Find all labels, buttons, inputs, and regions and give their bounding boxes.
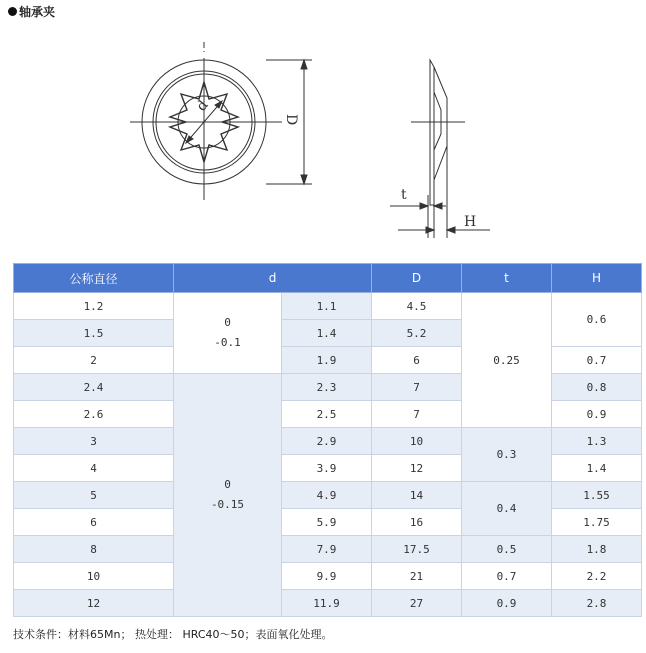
table-row bbox=[14, 482, 642, 509]
D-cell: 10 bbox=[372, 428, 462, 455]
nominal-cell: 4 bbox=[14, 455, 174, 482]
d-cell: 2.3 bbox=[282, 374, 372, 401]
header-t: t bbox=[462, 264, 552, 293]
D-cell: 7 bbox=[372, 374, 462, 401]
d-cell: 4.9 bbox=[282, 482, 372, 509]
label-D: D bbox=[283, 114, 299, 126]
t-cell: 0.5 bbox=[462, 536, 552, 563]
nominal-cell: 8 bbox=[14, 536, 174, 563]
D-cell: 16 bbox=[372, 509, 462, 536]
D-cell: 21 bbox=[372, 563, 462, 590]
nominal-cell: 10 bbox=[14, 563, 174, 590]
nominal-cell: 5 bbox=[14, 482, 174, 509]
table-row bbox=[14, 536, 642, 563]
nominal-cell: 3 bbox=[14, 428, 174, 455]
D-cell: 12 bbox=[372, 455, 462, 482]
H-cell: 1.4 bbox=[552, 455, 642, 482]
section-title-text: 轴承夹 bbox=[19, 5, 56, 19]
nominal-cell: 12 bbox=[14, 590, 174, 617]
H-cell: 0.7 bbox=[552, 347, 642, 374]
D-cell: 6 bbox=[372, 347, 462, 374]
nominal-cell: 1.5 bbox=[14, 320, 174, 347]
table-row bbox=[14, 563, 642, 590]
tolerance-upper: 0 bbox=[224, 316, 231, 329]
H-cell: 1.3 bbox=[552, 428, 642, 455]
H-cell: 1.75 bbox=[552, 509, 642, 536]
table-row bbox=[14, 428, 642, 455]
t-cell: 0.7 bbox=[462, 563, 552, 590]
tolerance-upper: 0 bbox=[224, 478, 231, 491]
H-cell: 0.6 bbox=[552, 293, 642, 347]
nominal-cell: 1.2 bbox=[14, 293, 174, 320]
t-cell: 0.25 bbox=[462, 293, 552, 428]
table-row bbox=[14, 590, 642, 617]
tolerance-lower: -0.1 bbox=[214, 336, 241, 349]
nominal-cell: 2.4 bbox=[14, 374, 174, 401]
technical-drawing bbox=[0, 0, 646, 260]
H-cell: 1.55 bbox=[552, 482, 642, 509]
label-t: t bbox=[401, 187, 407, 203]
tolerance-cell bbox=[174, 293, 282, 374]
t-cell: 0.3 bbox=[462, 428, 552, 482]
D-cell: 7 bbox=[372, 401, 462, 428]
d-cell: 2.9 bbox=[282, 428, 372, 455]
tolerance-lower: -0.15 bbox=[210, 498, 245, 511]
d-cell: 2.5 bbox=[282, 401, 372, 428]
t-cell: 0.4 bbox=[462, 482, 552, 536]
label-H: H bbox=[464, 214, 477, 230]
H-cell: 0.8 bbox=[552, 374, 642, 401]
t-cell: 0.9 bbox=[462, 590, 552, 617]
table-header-row bbox=[14, 264, 642, 293]
technical-note: 技术条件：材料65Mn； 热处理： HRC40～50；表面氧化处理。 bbox=[13, 628, 333, 641]
header-H: H bbox=[552, 264, 642, 293]
tolerance-cell bbox=[174, 374, 282, 617]
d-cell: 5.9 bbox=[282, 509, 372, 536]
d-cell: 1.9 bbox=[282, 347, 372, 374]
H-cell: 2.8 bbox=[552, 590, 642, 617]
header-nominal: 公称直径 bbox=[14, 264, 174, 293]
d-cell: 11.9 bbox=[282, 590, 372, 617]
d-cell: 1.4 bbox=[282, 320, 372, 347]
H-cell: 1.8 bbox=[552, 536, 642, 563]
side-view bbox=[390, 60, 490, 238]
D-cell: 5.2 bbox=[372, 320, 462, 347]
H-cell: 2.2 bbox=[552, 563, 642, 590]
spec-table bbox=[13, 263, 642, 617]
D-cell: 4.5 bbox=[372, 293, 462, 320]
nominal-cell: 2.6 bbox=[14, 401, 174, 428]
table-row bbox=[14, 293, 642, 320]
D-cell: 17.5 bbox=[372, 536, 462, 563]
d-cell: 9.9 bbox=[282, 563, 372, 590]
d-cell: 7.9 bbox=[282, 536, 372, 563]
header-D: D bbox=[372, 264, 462, 293]
header-d: d bbox=[174, 264, 372, 293]
H-cell: 0.9 bbox=[552, 401, 642, 428]
nominal-cell: 2 bbox=[14, 347, 174, 374]
label-d: d bbox=[193, 97, 212, 115]
nominal-cell: 6 bbox=[14, 509, 174, 536]
d-cell: 3.9 bbox=[282, 455, 372, 482]
D-cell: 14 bbox=[372, 482, 462, 509]
D-cell: 27 bbox=[372, 590, 462, 617]
d-cell: 1.1 bbox=[282, 293, 372, 320]
